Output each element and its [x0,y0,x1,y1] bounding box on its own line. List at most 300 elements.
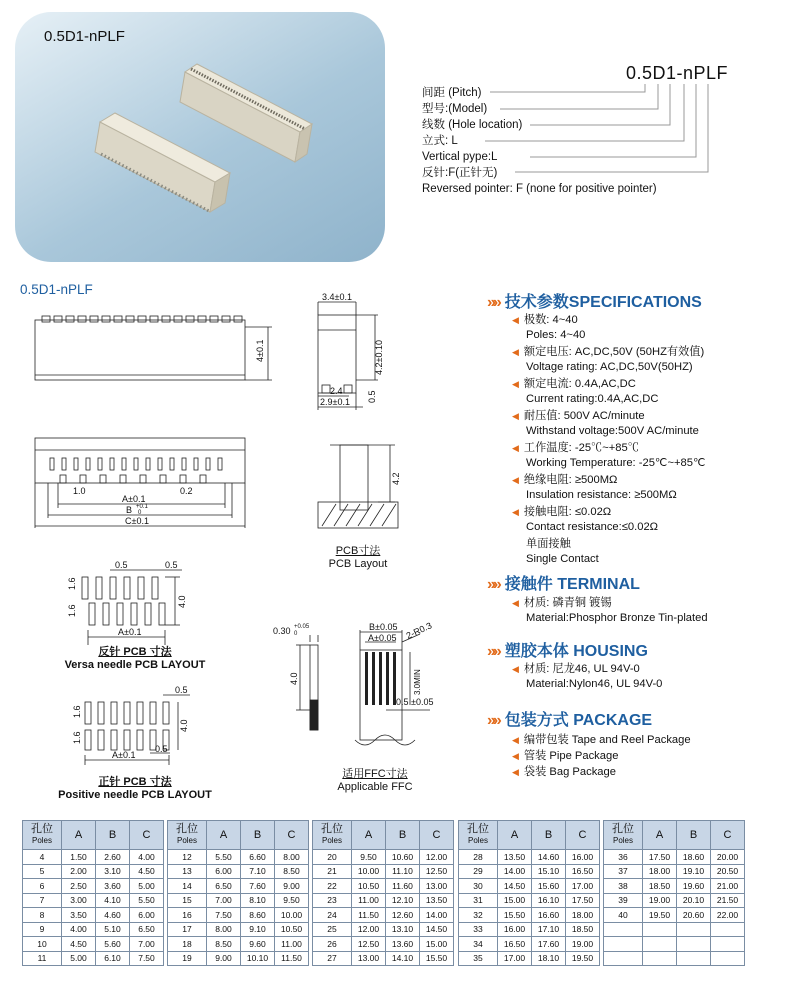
table-cell: 8.10 [241,893,275,908]
table-cell: 4.50 [130,864,164,879]
table-cell: 5 [23,864,62,879]
table-cell: 13 [168,864,207,879]
double-chevron-icon: »» [487,643,499,660]
table-cell [711,951,745,966]
side-view-body [318,315,356,393]
spec-item: ◀ 极数: 4~40 Poles: 4~40 [512,314,586,341]
poles-table [312,820,454,966]
table-row [23,951,164,966]
dim-b-tol2: 0 [138,510,142,516]
pos-dim-16: 1.6 [72,705,82,718]
table-row [23,922,164,937]
positive-pcb-pads [85,702,169,750]
header-poles: 孔位 Poles [604,821,643,850]
table-cell: 34 [459,937,498,952]
table-row [23,908,164,923]
dim-height: 4±0.1 [255,339,265,362]
table-cell: 7 [23,893,62,908]
specs-title: 技术参数SPECIFICATIONS [504,294,702,311]
table-row [604,879,745,894]
table-row [23,850,164,865]
spec-item: ◀ 耐压值: 500V AC/minute Withstand voltage:500V AC/minute [512,410,699,437]
pos-dim-a: A±0.1 [112,750,136,760]
table-row [604,864,745,879]
dim-0-2: 0.2 [180,486,193,496]
table-cell: 7.50 [207,908,241,923]
table-cell: 10.50 [275,922,309,937]
table-header-row [313,821,454,850]
table-cell: 14.10 [386,951,420,966]
ffc-caption [325,765,425,793]
table-cell: 16.10 [532,893,566,908]
dim-0-5: 0.5 [367,390,377,403]
versa-dim-a: A±0.1 [118,627,142,637]
table-cell: 18.50 [566,922,600,937]
poles-table [167,820,309,966]
table-cell: 8.00 [207,922,241,937]
table-cell: 18.50 [643,879,677,894]
table-cell [643,922,677,937]
table-cell: 18.00 [566,908,600,923]
table-cell: 17.00 [498,951,532,966]
table-cell: 12.00 [420,850,454,865]
triangle-bullet-icon: ◀ [512,598,519,608]
table-cell: 7.00 [130,937,164,952]
table-cell [677,937,711,952]
table-cell: 19.50 [566,951,600,966]
table-cell: 22.00 [711,908,745,923]
drawing-title: 0.5D1-nPLF [20,282,93,297]
versa-dim-16: 1.6 [67,577,77,590]
header-poles: 孔位 Poles [23,821,62,850]
header-poles: 孔位 Poles [168,821,207,850]
table-cell: 9.60 [241,937,275,952]
spec-item: ◀ 接触电阻: ≤0.02Ω Contact resistance:≤0.02Ω [512,506,659,533]
table-cell: 7.10 [241,864,275,879]
table-cell [604,922,643,937]
table-row [604,850,745,865]
header-b: B [386,821,420,850]
table-header-row [459,821,600,850]
package-item: ◀ 管装 Pipe Package [512,750,619,762]
poles-table [458,820,600,966]
table-cell: 12.10 [386,893,420,908]
table-cell: 35 [459,951,498,966]
model-line-model: 型号:(Model) [422,103,488,115]
table-cell: 16.00 [498,922,532,937]
table-cell: 4.50 [62,937,96,952]
table-row [168,908,309,923]
table-row [459,951,600,966]
terminal-heading [487,571,640,594]
table-row [168,879,309,894]
triangle-bullet-icon: ◀ [512,411,519,421]
table-header-row [168,821,309,850]
table-cell: 5.00 [130,879,164,894]
table-cell: 18.00 [643,864,677,879]
table-cell: 5.10 [96,922,130,937]
table-cell: 12.60 [386,908,420,923]
table-row [313,893,454,908]
positive-caption-cn: 正针 PCB 寸法 [98,776,172,788]
table-row [168,850,309,865]
technical-drawings [0,290,470,810]
table-row [23,879,164,894]
table-cell [643,951,677,966]
table-cell: 11 [23,951,62,966]
table-cell: 11.10 [386,864,420,879]
table-cell: 16.50 [498,937,532,952]
connector-photo-illustration [15,12,385,262]
table-cell: 20 [313,850,352,865]
table-cell: 4.00 [130,850,164,865]
specs-heading [487,289,702,312]
spec-item: ◀ 额定电压: AC,DC,50V (50HZ有效值) Voltage rating: AC,DC,50V(50HZ) [512,346,705,373]
ffc-dim-05: 0.5 ±0.05 [396,697,434,707]
triangle-bullet-icon: ◀ [512,664,519,674]
dim-1-0: 1.0 [73,486,86,496]
table-cell: 10.00 [275,908,309,923]
header-a: A [207,821,241,850]
table-cell: 26 [313,937,352,952]
table-cell: 18.10 [532,951,566,966]
table-cell: 2.00 [62,864,96,879]
table-cell: 6.60 [241,850,275,865]
table-cell [711,937,745,952]
table-cell [677,922,711,937]
table-cell: 14.50 [420,922,454,937]
table-cell: 14 [168,879,207,894]
table-cell: 14.00 [498,864,532,879]
table-cell: 36 [604,850,643,865]
pos-dim-05b: 0.5 [155,744,168,754]
table-cell: 20.50 [711,864,745,879]
table-cell: 9.00 [275,879,309,894]
section-view-body [340,445,368,510]
table-cell: 31 [459,893,498,908]
terminal-item: ◀ 材质: 磷青铜 镀锡 Material:Phosphor Bronze Tin-plated [512,597,708,624]
versa-caption-en: Versa needle PCB LAYOUT [64,659,206,671]
table-row [168,951,309,966]
ffc-dim-a: A±0.05 [368,633,397,643]
table-header-row [604,821,745,850]
pos-dim-05a: 0.5 [175,685,188,695]
table-cell: 17.10 [532,922,566,937]
top-view-pins [42,316,242,322]
pcb-caption-cn: PCB寸法 [335,545,381,557]
table-cell: 8.00 [275,850,309,865]
table-cell: 9.50 [352,850,386,865]
versa-dim-05a: 0.5 [115,560,128,570]
table-cell: 15.50 [498,908,532,923]
table-cell: 19.00 [643,893,677,908]
versa-caption-cn: 反针 PCB 寸法 [98,646,172,658]
poles-table [603,820,745,966]
table-cell [643,937,677,952]
table-cell: 13.00 [420,879,454,894]
table-cell: 21.50 [711,893,745,908]
table-cell: 19 [168,951,207,966]
table-cell: 9 [23,922,62,937]
model-code-leader-lines [480,82,730,182]
table-cell: 13.10 [386,922,420,937]
table-cell: 19.60 [677,879,711,894]
specs-list [512,313,706,567]
table-cell: 12.50 [420,864,454,879]
table-cell: 2.50 [62,879,96,894]
ffc-dim-tol: +0.05 [294,624,310,630]
table-cell: 7.60 [241,879,275,894]
table-cell: 3.00 [62,893,96,908]
model-line-vertical-en: Vertical pype:L [422,151,498,163]
spec-item: 单面接触 Single Contact [526,538,599,565]
table-cell: 20.60 [677,908,711,923]
table-row [459,850,600,865]
table-cell: 18.60 [677,850,711,865]
table-cell: 7.50 [130,951,164,966]
versa-dim-40: 4.0 [177,595,187,608]
table-cell: 17.60 [532,937,566,952]
triangle-bullet-icon: ◀ [512,767,519,777]
table-row [459,893,600,908]
table-cell: 13.60 [386,937,420,952]
package-title: 包装方式 PACKAGE [504,712,653,729]
table-cell [711,922,745,937]
table-cell: 4.10 [96,893,130,908]
table-cell: 20.10 [677,893,711,908]
model-line-reversed-en: Reversed pointer: F (none for positive pointer) [422,183,657,195]
header-a: A [352,821,386,850]
table-row [23,893,164,908]
table-cell: 10 [23,937,62,952]
header-c: C [566,821,600,850]
package-item: ◀ 袋装 Bag Package [512,766,616,778]
table-cell: 6 [23,879,62,894]
table-cell: 40 [604,908,643,923]
table-cell: 4.00 [62,922,96,937]
table-cell: 2.60 [96,850,130,865]
housing-item: ◀ 材质: 尼龙46, UL 94V-0 Material:Nylon46, UL 94V-0 [512,663,663,690]
table-cell: 11.60 [386,879,420,894]
table-cell: 16.00 [566,850,600,865]
table-cell: 11.50 [352,908,386,923]
table-row [459,922,600,937]
top-view-body [35,320,245,380]
pcb-section [318,502,398,528]
table-cell: 11.50 [275,951,309,966]
table-row [313,864,454,879]
pos-dim-40: 4.0 [179,719,189,732]
table-row [313,937,454,952]
triangle-bullet-icon: ◀ [512,507,519,517]
dim-top: 3.4±0.1 [322,292,352,302]
table-row [168,893,309,908]
table-cell: 8.50 [207,937,241,952]
housing-title: 塑胶本体 HOUSING [504,643,648,660]
table-cell: 10.00 [352,864,386,879]
table-cell: 6.50 [130,922,164,937]
table-cell: 17.00 [566,879,600,894]
dim-a: A±0.1 [122,494,146,504]
pos-dim-16b: 1.6 [72,731,82,744]
versa-pcb-pads [82,577,165,625]
header-a: A [62,821,96,850]
header-b: B [532,821,566,850]
header-b: B [241,821,275,850]
table-row [168,864,309,879]
pcb-caption-en: PCB Layout [328,558,388,570]
table-row [23,937,164,952]
table-cell: 9.50 [275,893,309,908]
table-cell: 10.60 [386,850,420,865]
ffc-dim-b: B±0.05 [369,622,398,632]
spec-item: ◀ 额定电流: 0.4A,AC,DC Current rating:0.4A,AC,DC [512,378,659,405]
table-cell: 5.00 [62,951,96,966]
table-cell: 33 [459,922,498,937]
product-photo [15,12,385,262]
table-cell: 11.00 [275,937,309,952]
spec-item: ◀ 绝缘电阻: ≥500MΩ Insulation resistance: ≥500MΩ [512,474,677,501]
table-cell: 9.10 [241,922,275,937]
table-cell: 25 [313,922,352,937]
table-cell: 15 [168,893,207,908]
table-cell: 15.00 [498,893,532,908]
triangle-bullet-icon: ◀ [512,475,519,485]
table-cell: 39 [604,893,643,908]
table-row [313,850,454,865]
model-line-pitch: 间距 (Pitch) [422,87,482,99]
dim-side: 4.2±0.10 [374,340,384,375]
header-a: A [643,821,677,850]
table-row [168,922,309,937]
table-cell: 22 [313,879,352,894]
header-a: A [498,821,532,850]
versa-caption [50,643,220,671]
spec-item: ◀ 工作温度: -25℃~+85℃ Working Temperature: -25℃~+85℃ [512,442,706,469]
table-cell: 30 [459,879,498,894]
housing-heading [487,638,648,661]
ffc-dim-030: 0.30 [273,626,291,636]
header-c: C [420,821,454,850]
table-cell: 6.50 [207,879,241,894]
header-c: C [711,821,745,850]
table-cell: 21.00 [711,879,745,894]
dim-2-9: 2.9±0.1 [320,397,350,407]
table-row [459,879,600,894]
table-cell: 5.50 [130,893,164,908]
ffc-dim-r: 2-R0.3 [404,620,434,641]
ffc-caption-en: Applicable FFC [337,781,413,793]
positive-caption-en: Positive needle PCB LAYOUT [58,789,212,801]
table-row [459,864,600,879]
triangle-bullet-icon: ◀ [512,315,519,325]
table-row [604,922,745,937]
table-cell: 10.50 [352,879,386,894]
ffc-dim-40: 4.0 [289,672,299,685]
table-cell: 12 [168,850,207,865]
table-cell: 4 [23,850,62,865]
table-cell: 8.60 [241,908,275,923]
package-heading [487,707,652,730]
table-cell: 20.00 [711,850,745,865]
triangle-bullet-icon: ◀ [512,347,519,357]
table-cell: 15.50 [420,951,454,966]
triangle-bullet-icon: ◀ [512,751,519,761]
table-cell: 29 [459,864,498,879]
table-cell: 32 [459,908,498,923]
table-cell: 10.10 [241,951,275,966]
table-cell: 13.50 [498,850,532,865]
header-poles: 孔位 Poles [313,821,352,850]
table-cell: 17.50 [643,850,677,865]
table-cell: 37 [604,864,643,879]
table-cell: 6.00 [207,864,241,879]
table-cell: 17 [168,922,207,937]
triangle-bullet-icon: ◀ [512,735,519,745]
table-cell: 14.50 [498,879,532,894]
table-cell: 27 [313,951,352,966]
dim-2-4: 2.4 [330,386,343,396]
dim-4-2: 4.2 [391,472,401,485]
photo-title: 0.5D1-nPLF [44,28,125,45]
table-row [604,951,745,966]
table-cell: 28 [459,850,498,865]
terminal-title: 接触件 TERMINAL [504,576,640,593]
table-cell: 3.50 [62,908,96,923]
table-cell: 16.60 [532,908,566,923]
table-row [168,937,309,952]
table-row [313,908,454,923]
table-cell: 5.60 [96,937,130,952]
table-row [459,937,600,952]
ffc-caption-cn: 适用FFC寸法 [342,768,408,780]
versa-dim-05b: 0.5 [165,560,178,570]
table-cell: 19.50 [643,908,677,923]
table-cell: 24 [313,908,352,923]
package-list [512,732,691,780]
table-row [313,922,454,937]
table-row [23,864,164,879]
table-cell: 6.00 [130,908,164,923]
table-cell: 6.10 [96,951,130,966]
dim-c: C±0.1 [125,516,149,526]
table-cell: 4.60 [96,908,130,923]
ffc-dim-min: 3.0MIN [413,669,422,695]
model-line-reversed-cn: 反针:F(正针无) [422,167,498,179]
table-cell: 13.50 [420,893,454,908]
table-row [459,908,600,923]
table-cell: 12.50 [352,937,386,952]
table-row [313,879,454,894]
table-row [313,951,454,966]
header-b: B [677,821,711,850]
poles-table [22,820,164,966]
table-cell: 15.10 [532,864,566,879]
table-cell: 5.50 [207,850,241,865]
double-chevron-icon: »» [487,294,499,311]
pcb-caption [318,542,398,570]
dim-b: B [126,505,133,515]
front-view-slots [50,458,222,483]
table-header-row [23,821,164,850]
table-cell: 12.00 [352,922,386,937]
ffc-dim-tol2: 0 [294,631,298,637]
table-cell: 23 [313,893,352,908]
table-cell: 3.60 [96,879,130,894]
table-cell: 19.00 [566,937,600,952]
package-item: ◀ 编带包装 Tape and Reel Package [512,734,691,746]
versa-dim-16b: 1.6 [67,604,77,617]
